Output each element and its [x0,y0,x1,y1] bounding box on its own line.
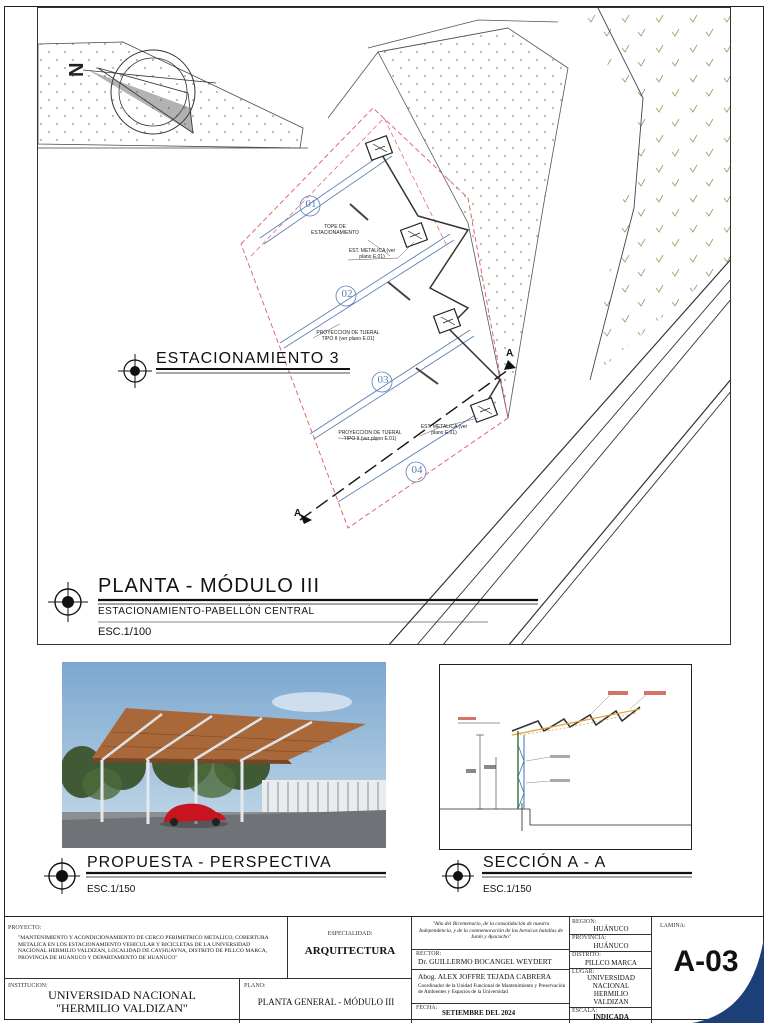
perspective-scale: ESC.1/150 [87,884,136,895]
perspective-target-icon [44,858,80,894]
tb-region: HUÁNUCO [593,925,629,933]
perspective-render [62,662,386,848]
tb-institucion-line2: "HERMILIO VALDIZAN" [56,1001,188,1015]
bay-number-02: 02 [341,288,353,300]
tb-location-cell [570,917,652,1023]
tb-escala: INDICADA [593,1013,629,1021]
tb-institucion-line1: UNIVERSIDAD NACIONAL [48,988,196,1002]
tb-coordinator-role: Coordinador de la Unidad Funcional de Mantenimiento y Preservación de Ambientes y Espacios de la Universidad [418,983,566,996]
section-drawing [439,664,692,850]
tb-provincia-label: PROVINCIA: [572,935,607,941]
tb-provincia: HUÁNUCO [593,942,629,950]
plan-title: PLANTA - MÓDULO III [98,575,320,597]
tb-plano: PLANTA GENERAL - MÓDULO III [257,997,395,1007]
plan-drawing [38,8,731,645]
tb-rector: Dr. GUILLERMO BOCANGEL WEYDERT [418,957,552,966]
plan-view [37,7,731,645]
area-label: ESTACIONAMIENTO 3 [156,350,340,367]
tb-institucion-cell [4,979,240,1023]
note-est-metalica-1: EST. METALICA (ver plano E.01) [348,248,396,260]
tb-lugar-3: HERMILIO [593,990,629,998]
tb-lugar-2: NACIONAL [592,982,630,990]
plan-subtitle: ESTACIONAMIENTO-PABELLÓN CENTRAL [98,606,315,617]
tb-plano-cell [240,979,412,1023]
tb-plano-label: PLANO: [244,983,266,989]
note-est-metalica-2: EST. METALICA (ver plano E.01) [420,424,468,436]
tb-proyecto-cell [4,917,288,979]
note-tope: TOPE DE ESTACIONAMIENTO [311,224,359,236]
title-block [4,916,764,1023]
tb-coordinator: Abog. ALEX JOFFRE TEJADA CABRERA [418,972,552,981]
svg-text:N: N [66,62,88,77]
tb-distrito: PILLCO MARCA [585,959,637,967]
bay-number-03: 03 [377,374,389,386]
note-proyeccion-1: PROYECCION DE TIJERAL TIPO II (ver plano E.01) [316,330,380,342]
tb-lamina-label: LAMINA: [660,923,686,929]
tb-lugar-4: VALDIZAN [593,998,629,1006]
tb-lamina: A-03 [673,945,739,978]
tb-especialidad-cell [288,917,412,979]
tb-motto: "Año del Bicentenario, de la consolidación de nuestra Independencia, y de la conmemoración de las heroicas batallas de Junín y Ayacucho" [419,921,563,941]
tb-rector-label: RECTOR: [416,951,442,957]
section-marker-top: A [506,348,514,359]
tb-especialidad: ARQUITECTURA [304,945,396,957]
section-scale: ESC.1/150 [483,884,532,895]
bay-number-04: 04 [411,464,423,476]
note-proyeccion-2: PROYECCION DE TIJERAL TIPO II (ver plano E.01) [338,430,402,442]
section-target-icon [442,860,474,892]
tb-lugar-label: LUGAR: [572,969,595,975]
tb-distrito-label: DISTRITO: [572,952,601,958]
section-title: SECCIÓN A - A [483,854,607,871]
section-marker-bottom: A [294,508,302,519]
tb-especialidad-label: ESPECIALIDAD: [327,931,373,937]
tb-proyecto-label: PROYECTO: [8,925,42,931]
plan-scale: ESC.1/100 [98,626,152,638]
tb-escala-label: ESCALA: [572,1008,598,1014]
bay-number-01: 01 [305,198,317,210]
tb-institucion-label: INSTITUCION: [8,983,48,989]
tb-lamina-cell [652,917,764,1023]
tb-lugar-1: UNIVERSIDAD [587,974,635,982]
tb-fecha: SETIEMBRE DEL 2024 [442,1009,516,1017]
perspective-title: PROPUESTA - PERSPECTIVA [87,854,332,871]
tb-region-label: REGION: [572,919,597,925]
tb-authority-cell [412,917,570,1023]
tb-fecha-label: FECHA: [416,1005,438,1011]
tb-proyecto-text: "MANTENIMIENTO Y ACONDICIONAMIENTO DE CERCO PERIMETRICO METALICO, COBERTURA METALICA EN LOS ESTACIONAMIENTO VEHICULAR Y BICICLETAS DE LA UNIVERSIDAD NACIONAL HERMILIO VALDIZAN, LOCALIDAD DE CAYHUAYNA, DISTRITO DE PILLCO MARCA, PROVINCIA DE HUANUCO Y DEPARTAMENTO DE HUANUCO" [18,935,269,961]
